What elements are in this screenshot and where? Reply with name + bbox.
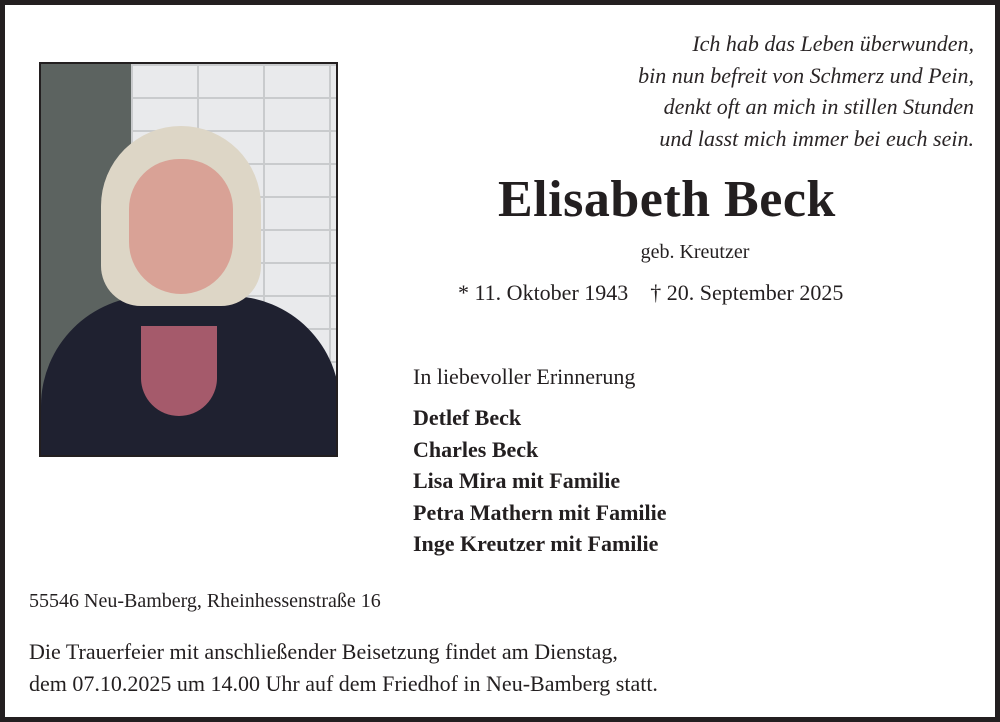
poem-line: denkt oft an mich in stillen Stunden xyxy=(663,94,974,119)
poem-line: und lasst mich immer bei euch sein. xyxy=(659,125,974,151)
birth-date: * 11. Oktober 1943 xyxy=(458,280,629,305)
mourner: Inge Kreutzer mit Familie xyxy=(413,531,659,556)
mourner: Lisa Mira mit Familie xyxy=(413,468,621,493)
poem-line: bin nun befreit von Schmerz und Pein, xyxy=(638,62,974,88)
mourner: Detlef Beck xyxy=(413,405,522,430)
mourner: Charles Beck xyxy=(413,436,539,462)
poem xyxy=(638,28,974,154)
service-line: dem 07.10.2025 um 14.00 Uhr auf dem Friedhof in Neu-Bamberg statt. xyxy=(29,671,658,696)
poem-line: Ich hab das Leben überwunden, xyxy=(692,31,974,56)
photo-face xyxy=(129,159,233,294)
memory-line: In liebevoller Erinnerung xyxy=(413,364,636,389)
service-line: Die Trauerfeier mit anschließender Beisetzung findet am Dienstag, xyxy=(29,639,618,664)
photo-shirt xyxy=(141,326,217,416)
mourner: Petra Mathern mit Familie xyxy=(413,499,667,525)
service-info xyxy=(29,636,658,700)
address: 55546 Neu-Bamberg, Rheinhessenstraße 16 xyxy=(29,590,381,612)
deceased-name: Elisabeth Beck xyxy=(498,171,836,228)
mourners-list xyxy=(413,402,667,560)
birth-name: geb. Kreutzer xyxy=(640,241,750,263)
life-dates xyxy=(458,280,865,306)
death-date: † 20. September 2025 xyxy=(650,280,844,305)
